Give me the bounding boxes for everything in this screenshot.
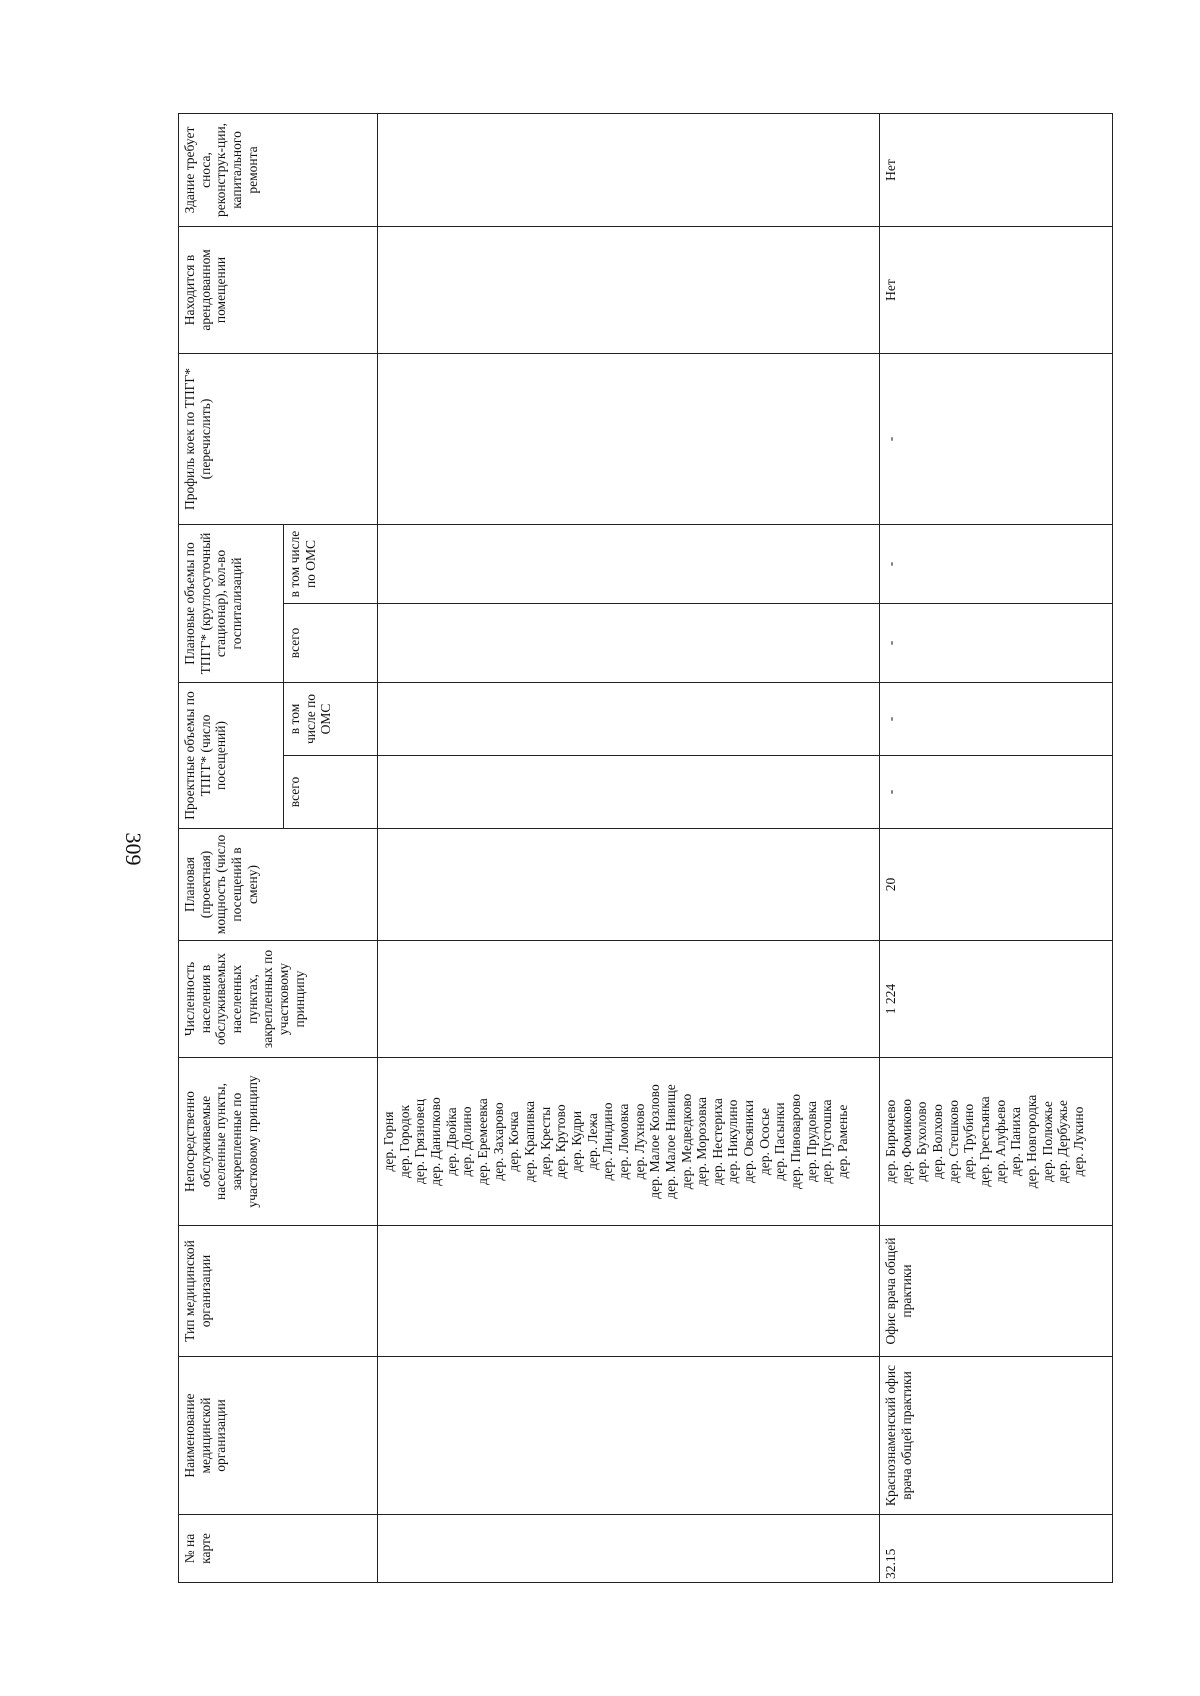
settlement-item: дер. Лукино	[1070, 1106, 1086, 1177]
header-name: Наименование медицинской организации	[179, 1357, 378, 1515]
settlement-item: дер. Дербужье	[1055, 1100, 1071, 1183]
settlement-item: дер. Малое Нивище	[662, 1084, 678, 1199]
cell-rented	[378, 226, 880, 353]
settlement-item: дер. Кресты	[537, 1106, 553, 1177]
settlement-item: дер. Новгородка	[1023, 1094, 1039, 1189]
settlement-item: дер. Бирючево	[883, 1099, 899, 1184]
settlement-item: дер. Овсяники	[741, 1100, 757, 1183]
cell-repair	[378, 113, 880, 226]
cell-rented: Нет	[880, 226, 1113, 353]
rotated-table-sheet	[178, 115, 1113, 1583]
subheader-hosp-oms: в том числе по ОМС	[284, 524, 378, 603]
settlement-item: дер. Раменье	[835, 1104, 851, 1179]
settlement-item: дер. Волхово	[930, 1104, 946, 1179]
settlement-item: дер. Полюжье	[1039, 1101, 1055, 1182]
settlement-item: дер. Кудри	[568, 1110, 584, 1173]
header-hosp: Плановые объемы по ТПГГ* (круглосуточный стационар), кол-во госпитализаций	[179, 524, 284, 682]
settlement-item: дер. Грестьянка	[976, 1096, 992, 1187]
cell-hosp-oms	[378, 524, 880, 603]
settlement-item: дер. Линдино	[600, 1102, 616, 1181]
page-number: 309	[121, 832, 146, 866]
settlement-item: дер. Крутово	[553, 1104, 569, 1179]
settlement-item: дер. Горня	[381, 1111, 397, 1172]
header-capacity: Плановая (проектная) мощность (число посещений в смену)	[179, 829, 378, 941]
settlement-item: дер. Паниха	[1008, 1106, 1024, 1177]
table-row	[880, 113, 1113, 1582]
settlement-item: дер. Фомиково	[898, 1099, 914, 1184]
cell-hosp-total: -	[880, 604, 1113, 683]
settlement-item: дер. Лежа	[584, 1113, 600, 1170]
subheader-visits-oms: в том числе по ОМС	[284, 683, 378, 756]
cell-visits-total	[378, 756, 880, 829]
cell-name	[378, 1357, 880, 1515]
cell-hosp-oms: -	[880, 524, 1113, 603]
settlement-item: дер. Еремеевка	[474, 1098, 490, 1185]
settlement-item: дер. Пустошка	[819, 1099, 835, 1184]
header-population: Численность населения в обслуживаемых населенных пунктах, закрепленных по участковому принципу	[179, 941, 378, 1058]
settlement-item: дер. Грязновец	[412, 1098, 428, 1185]
header-settlements: Непосредственно обслуживаемые населенные пункты, закрепленные по участковому принципу	[179, 1058, 378, 1226]
settlement-item: дер. Городок	[396, 1104, 412, 1179]
settlement-item: дер. Двойка	[443, 1107, 459, 1176]
header-no: № на карте	[179, 1515, 378, 1583]
cell-type	[378, 1226, 880, 1357]
settlements-list	[381, 1061, 851, 1222]
settlement-item: дер. Данилково	[428, 1097, 444, 1186]
settlement-item: дер. Стешково	[945, 1099, 961, 1184]
subheader-visits-total: всего	[284, 756, 378, 829]
settlement-item: дер. Ломовка	[615, 1103, 631, 1180]
cell-repair: Нет	[880, 113, 1113, 226]
settlement-item: дер. Кочка	[506, 1111, 522, 1172]
header-profile: Профиль коек по ТПГГ* (перечислить)	[179, 353, 378, 524]
settlement-item: дер. Захарово	[490, 1102, 506, 1181]
table-row	[378, 113, 880, 1582]
settlement-item: дер. Алуфьево	[992, 1099, 1008, 1184]
cell-population: 1 224	[880, 941, 1113, 1058]
cell-capacity: 20	[880, 829, 1113, 941]
settlements-list	[883, 1061, 1087, 1222]
cell-no	[378, 1515, 880, 1583]
settlement-item: дер. Нестериха	[709, 1098, 725, 1185]
cell-capacity	[378, 829, 880, 941]
header-visits: Проектные объемы по ТПГГ* (число посещений)	[179, 683, 284, 829]
settlement-item: дер. Лухново	[631, 1103, 647, 1180]
cell-visits-total: -	[880, 756, 1113, 829]
settlement-item: дер. Малое Козлово	[647, 1084, 663, 1199]
cell-settlements	[378, 1058, 880, 1226]
header-rented: Находится в арендованном помещении	[179, 226, 378, 353]
settlement-item: дер. Бухолово	[914, 1101, 930, 1182]
cell-population	[378, 941, 880, 1058]
header-row	[179, 113, 284, 1582]
subheader-hosp-total: всего	[284, 604, 378, 683]
settlement-item: дер. Никулино	[725, 1099, 741, 1184]
cell-profile	[378, 353, 880, 524]
settlement-item: дер. Пивоварово	[788, 1093, 804, 1190]
cell-hosp-total	[378, 604, 880, 683]
cell-visits-oms	[378, 683, 880, 756]
settlement-item: дер. Морозовка	[694, 1097, 710, 1187]
cell-name: Краснознаменский офис врача общей практики	[880, 1357, 1113, 1515]
header-repair: Здание требует сноса, реконструк-ции, капитального ремонта	[179, 113, 378, 226]
settlement-item: дер. Медведково	[678, 1093, 694, 1190]
header-type: Тип медицинской организации	[179, 1226, 378, 1357]
settlement-item: дер. Трубино	[961, 1103, 977, 1180]
settlement-item: дер. Прудовка	[803, 1101, 819, 1182]
settlement-item: дер. Долино	[459, 1106, 475, 1177]
settlement-item: дер. Крапивка	[521, 1100, 537, 1183]
cell-type: Офис врача общей практики	[880, 1226, 1113, 1357]
cell-profile: -	[880, 353, 1113, 524]
cell-no: 32.15	[880, 1515, 1113, 1583]
settlement-item: дер. Ососье	[756, 1107, 772, 1176]
cell-settlements	[880, 1058, 1113, 1226]
medical-organizations-table	[178, 113, 1113, 1583]
settlement-item: дер. Пасынки	[772, 1102, 788, 1181]
cell-visits-oms: -	[880, 683, 1113, 756]
